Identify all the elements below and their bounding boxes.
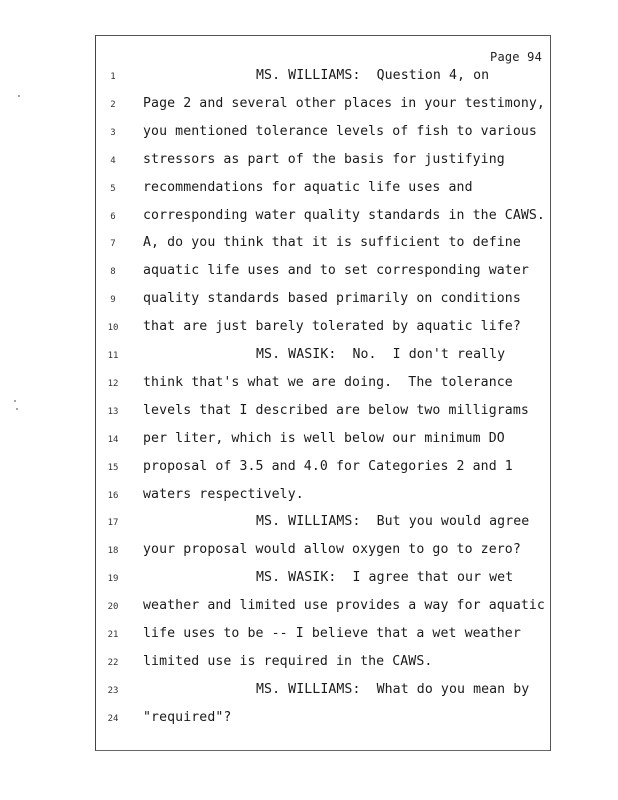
line-number: 12 — [107, 378, 119, 389]
line-text: MS. WASIK: No. I don't really — [256, 347, 506, 362]
transcript-line — [0, 124, 618, 144]
transcript-line — [0, 291, 618, 311]
transcript-line — [0, 431, 618, 451]
transcript-line — [0, 654, 618, 674]
line-text: per liter, which is well below our minimum DO — [143, 430, 505, 446]
line-number: 2 — [110, 99, 116, 110]
line-text: Page 2 and several other places in your testimony, — [143, 95, 545, 111]
transcript-line — [0, 208, 618, 228]
line-number: 8 — [110, 267, 116, 278]
transcript-line — [0, 319, 618, 339]
line-text: you mentioned tolerance levels of fish to various — [143, 123, 537, 139]
line-text: limited use is required in the CAWS. — [143, 653, 433, 669]
line-text: weather and limited use provides a way for aquatic — [143, 598, 545, 614]
line-number: 19 — [107, 574, 119, 585]
line-number: 9 — [110, 295, 116, 306]
line-number: 11 — [107, 351, 119, 361]
line-number: 23 — [107, 685, 119, 696]
line-number: 20 — [107, 602, 119, 613]
line-text: quality standards based primarily on conditions — [143, 291, 521, 307]
line-text: that are just barely tolerated by aquatic life? — [143, 319, 521, 335]
line-number: 3 — [110, 127, 116, 138]
line-number: 1 — [110, 72, 116, 82]
transcript-line — [0, 626, 618, 646]
line-text: MS. WILLIAMS: But you would agree — [256, 514, 530, 530]
transcript-line — [0, 180, 618, 200]
line-text: think that's what we are doing. The tolerance — [143, 374, 513, 390]
line-number: 13 — [107, 406, 119, 417]
line-text: MS. WILLIAMS: What do you mean by — [256, 681, 530, 697]
line-text: levels that I described are below two milligrams — [143, 402, 529, 418]
line-number: 6 — [110, 211, 116, 222]
scan-speck — [16, 408, 18, 410]
line-text: aquatic life uses and to set corresponding water — [143, 263, 529, 279]
transcript-line — [0, 235, 618, 255]
transcript-line — [0, 487, 618, 507]
transcript-line — [0, 682, 618, 702]
transcript-line — [0, 570, 618, 590]
line-text: MS. WASIK: I agree that our wet — [256, 570, 514, 586]
line-number: 24 — [107, 713, 119, 724]
line-text: your proposal would allow oxygen to go to zero? — [143, 542, 521, 558]
transcript-line — [0, 263, 618, 283]
transcript-line — [0, 542, 618, 562]
line-text: corresponding water quality standards in the CAWS. — [143, 207, 545, 223]
line-number: 7 — [110, 239, 116, 250]
line-text: recommendations for aquatic life uses and — [143, 179, 473, 195]
line-number: 22 — [107, 657, 119, 668]
scan-speck — [18, 95, 20, 97]
line-text: proposal of 3.5 and 4.0 for Categories 2 and 1 — [143, 458, 513, 474]
transcript-line — [0, 347, 618, 367]
line-number: 15 — [107, 462, 119, 473]
transcript-line — [0, 459, 618, 479]
line-text: MS. WILLIAMS: Question 4, on — [256, 68, 490, 83]
page-number: Page 94 — [490, 50, 542, 64]
line-text: A, do you think that it is sufficient to define — [143, 235, 521, 251]
line-text: waters respectively. — [143, 486, 304, 502]
line-text: stressors as part of the basis for justifying — [143, 151, 505, 167]
line-number: 16 — [107, 490, 119, 501]
transcript-line — [0, 514, 618, 534]
line-number: 17 — [107, 518, 119, 529]
line-number: 4 — [110, 155, 116, 166]
line-number: 5 — [110, 183, 116, 194]
transcript-line — [0, 403, 618, 423]
transcript-line — [0, 375, 618, 395]
line-text: "required"? — [143, 709, 232, 725]
line-number: 21 — [107, 630, 119, 640]
transcript-line — [0, 96, 618, 116]
transcript-line — [0, 710, 618, 730]
transcript-line — [0, 68, 618, 88]
line-number: 10 — [107, 323, 119, 334]
scan-speck — [14, 400, 16, 402]
transcript-line — [0, 598, 618, 618]
transcript-line — [0, 152, 618, 172]
line-number: 14 — [107, 434, 119, 445]
line-number: 18 — [107, 546, 119, 557]
line-text: life uses to be -- I believe that a wet weather — [143, 626, 521, 641]
